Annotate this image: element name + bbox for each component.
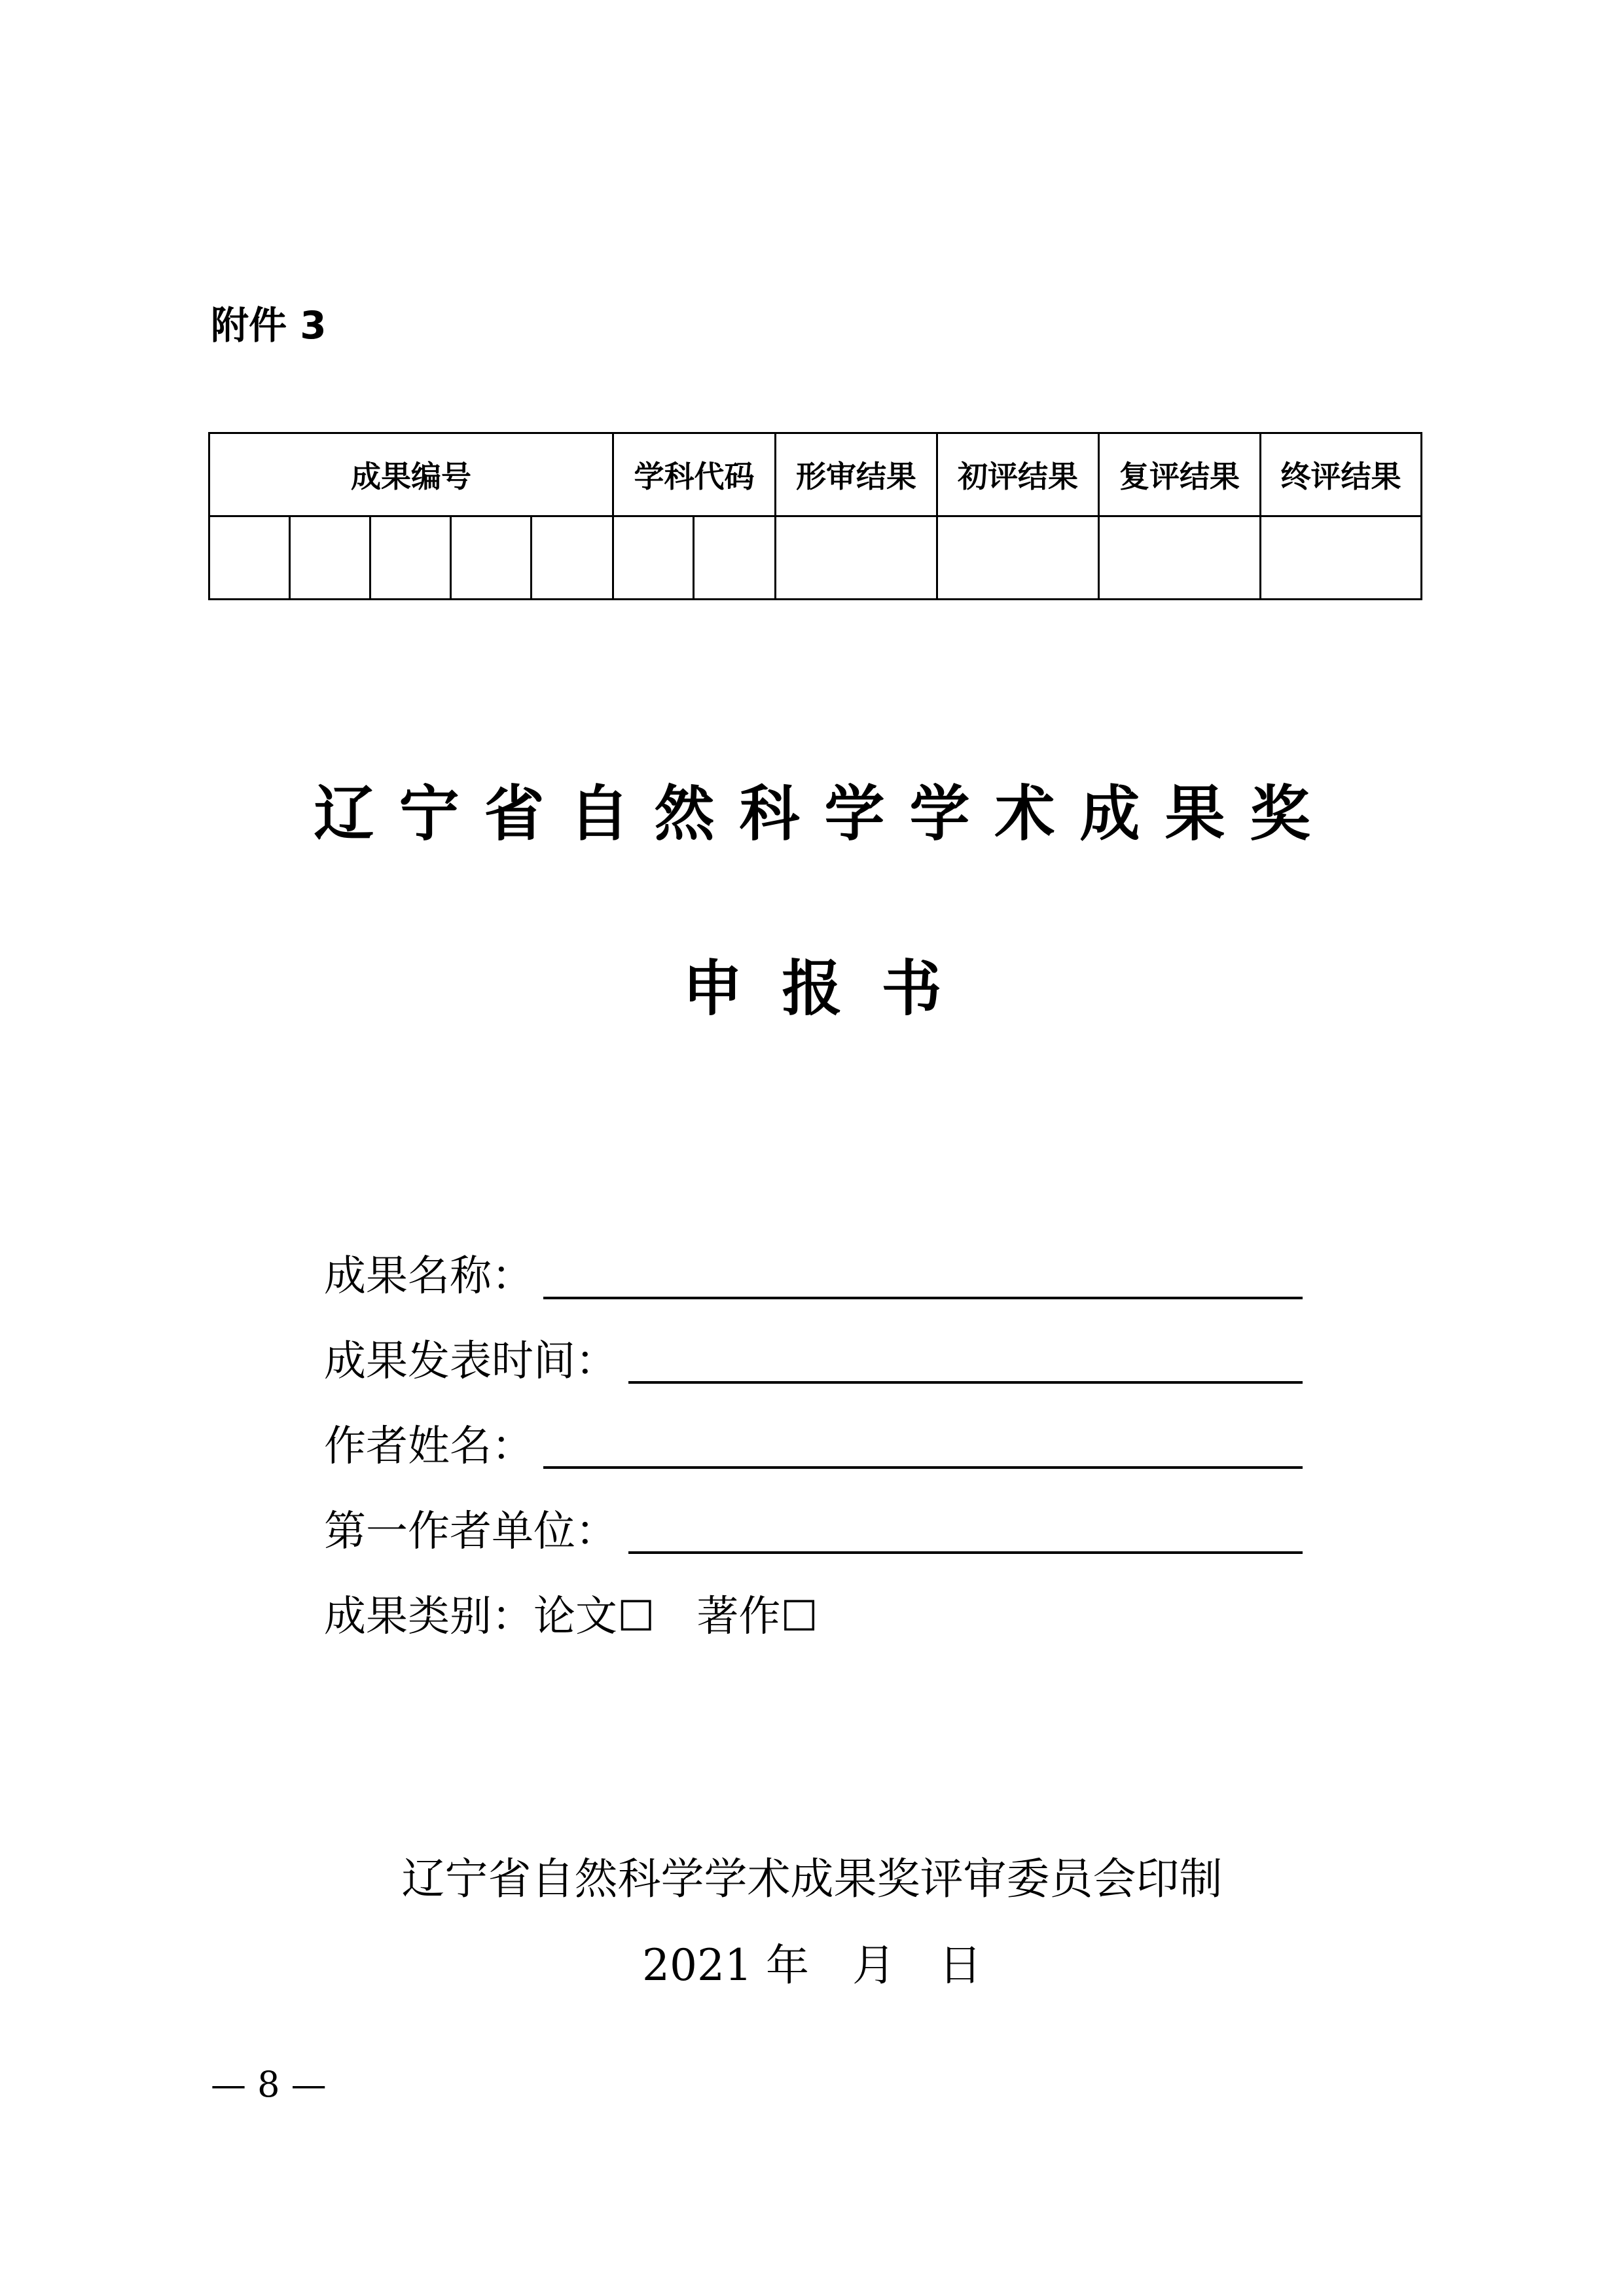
header-second-review: 复评结果 <box>1099 433 1261 516</box>
issue-date-line: 2021 年 月 日 <box>642 1940 982 1991</box>
field-label-publish-time: 成果发表时间： <box>324 1337 617 1386</box>
first-author-unit-input-line[interactable] <box>628 1551 1303 1554</box>
publish-time-input-line[interactable] <box>628 1381 1303 1384</box>
field-label-author-name: 作者姓名： <box>324 1422 533 1471</box>
achievement-number-digit-cell[interactable] <box>209 516 290 600</box>
second-review-cell[interactable] <box>1099 516 1261 600</box>
author-name-input-line[interactable] <box>543 1466 1303 1469</box>
header-achievement-number: 成果编号 <box>209 433 613 516</box>
header-subject-code: 学科代码 <box>613 433 776 516</box>
subject-code-digit-cell[interactable] <box>694 516 776 600</box>
header-final-review: 终评结果 <box>1261 433 1422 516</box>
field-label-achievement-name: 成果名称： <box>324 1252 533 1301</box>
review-code-table <box>208 432 1422 600</box>
header-initial-review: 初评结果 <box>937 433 1099 516</box>
format-review-cell[interactable] <box>776 516 937 600</box>
header-format-review: 形审结果 <box>776 433 937 516</box>
achievement-number-digit-cell[interactable] <box>451 516 532 600</box>
subject-code-digit-cell[interactable] <box>613 516 694 600</box>
document-subtitle: 申报书 <box>682 954 981 1024</box>
achievement-number-digit-cell[interactable] <box>532 516 613 600</box>
field-achievement-category[interactable]: 成果类别：论文☐ 著作☐ <box>324 1593 818 1641</box>
final-review-cell[interactable] <box>1261 516 1422 600</box>
page-number: — 8 — <box>211 2064 327 2105</box>
document-title: 辽宁省自然科学学术成果奖 <box>314 779 1335 849</box>
issuer-line: 辽宁省自然科学学术成果奖评审委员会印制 <box>401 1854 1223 1904</box>
achievement-name-input-line[interactable] <box>543 1297 1303 1299</box>
attachment-label: 附件 3 <box>211 303 327 348</box>
achievement-number-digit-cell[interactable] <box>290 516 370 600</box>
achievement-number-digit-cell[interactable] <box>370 516 451 600</box>
initial-review-cell[interactable] <box>937 516 1099 600</box>
field-label-first-author-unit: 第一作者单位： <box>324 1507 617 1556</box>
